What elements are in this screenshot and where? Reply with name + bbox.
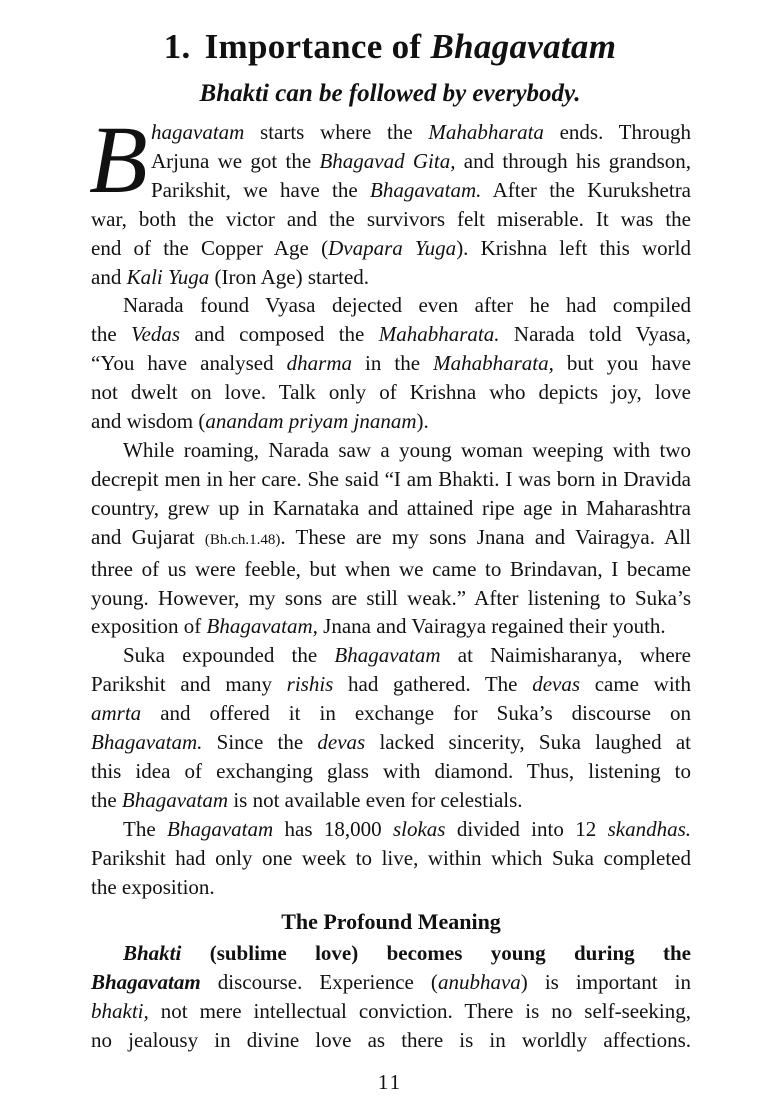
text-run: and [91,264,127,289]
text-line [91,844,691,873]
text-line [91,728,691,757]
text-run: rishis [286,672,334,697]
text-run: (sublime love) becomes young during the [181,941,691,966]
text-run: and Gujarat [91,524,205,549]
text-run: slokas [392,816,446,841]
text-run: “You have analysed [91,351,287,376]
text-run: Suka expounded the [123,643,335,668]
text-run: Dvapara Yuga [328,235,457,260]
text-run: amrta [91,701,142,726]
text-run: Bhagavatam [167,816,274,841]
text-line [91,320,691,349]
text-line [91,555,691,584]
text-line [91,523,691,555]
text-run: ). Krishna left this world [456,235,691,260]
chapter-title-emphasis: Bhagavatam [430,27,617,66]
text-run: Parikshit had only one week to live, within which Suka completed [91,845,691,870]
text-line [91,234,691,263]
text-run: and wisdom ( [91,409,206,434]
text-line [91,641,691,670]
text-run: skandhas. [607,816,691,841]
section-paragraph [91,939,691,1055]
text-line [91,407,691,436]
text-line [91,205,691,234]
text-run: Vedas [131,322,181,347]
text-run: The [123,816,168,841]
text-run: Bhakti [123,941,182,966]
text-run: the exposition. [91,874,215,899]
text-run: came with [580,672,691,697]
text-run: Bhagavatam [121,787,229,812]
text-run: discourse. Experience ( [200,970,438,995]
text-line [91,873,691,902]
text-run: Parikshit and many [91,672,287,697]
drop-cap: B [89,106,148,213]
chapter-title-prefix: Importance of [204,27,422,66]
text-run: the [91,322,132,347]
text-run: has 18,000 [273,816,393,841]
page-number: 11 [377,1070,403,1094]
paragraph [89,106,692,291]
text-run: hagavatam [151,120,245,144]
chapter-body [89,106,692,1055]
text-run: Parikshit, we have the [151,177,371,202]
text-line [91,147,691,176]
text-run: anubhava [437,970,521,995]
text-run: and through his grandson, [455,148,691,173]
text-run: not dwelt on love. Talk only of Krishna who depicts joy, love [91,380,691,405]
text-run: ends. Through [543,120,691,144]
text-run: Bhagavatam [91,970,201,995]
text-run: country, grew up in Karnataka and attained ripe age in Maharashtra [91,495,691,520]
chapter-subtitle: Bhakti can be followed by everybody. [199,80,581,107]
text-run: Bhagavad Gita, [319,148,456,173]
text-run: had gathered. The [333,672,533,697]
text-run: Narada told Vyasa, [499,322,692,347]
text-line [91,786,691,815]
text-line [91,118,691,147]
text-line [91,349,691,378]
text-run: no jealousy in divine love as there is in worldly affections. [91,1028,691,1053]
text-run: Arjuna we got the [151,148,320,173]
text-line [91,612,691,641]
text-run: Mahabharata, [433,351,554,376]
text-line [91,699,691,728]
text-run: Mahabharata. [378,322,500,347]
text-run: and offered it in exchange for Suka’s discourse on [141,701,691,726]
text-run: (Bh.ch.1.48) [204,531,281,548]
text-run: is not available even for celestials. [228,787,523,812]
text-run: Bhagavatam [334,643,441,668]
text-run: end of the Copper Age ( [91,235,329,260]
text-run: exposition of [91,614,207,639]
text-run: . These are my sons Jnana and Vairagya. All [280,524,691,549]
text-run: anandam priyam jnanam [205,409,417,434]
text-run: Bhagavatam. [370,177,482,202]
text-run: Narada found Vyasa dejected even after he had compiled [123,293,691,318]
text-line [91,757,691,786]
text-run: ) is important in [520,970,691,995]
text-run: While roaming, Narada saw a young woman weeping with two [123,437,691,462]
paragraph [91,436,691,641]
text-run: the [91,787,122,812]
text-run: bhakti, [91,999,149,1024]
text-run: war, both the victor and the survivors felt miserable. It was the [91,206,691,231]
text-line [91,494,691,523]
text-run: three of us were feeble, but when we came to Brindavan, I became [91,556,691,581]
text-run: After the Kurukshetra [481,177,692,202]
text-run: in the [351,351,434,376]
text-run: young. However, my sons are still weak.” After listening to Suka’s [91,585,691,610]
text-run: and composed the [180,322,379,347]
text-line [91,997,691,1026]
text-line [91,584,691,613]
text-run: dharma [286,351,352,376]
text-run: decrepit men in her care. She said “I am Bhakti. I was born in Dravida [91,466,691,491]
text-line [91,436,691,465]
text-run: but you have [553,351,691,376]
text-run: Mahabharata [428,120,544,144]
text-line [91,968,691,997]
text-run: ). [416,409,429,434]
text-run: not mere intellectual conviction. There is no self-seeking, [148,999,691,1024]
paragraph [91,641,691,814]
text-line [91,176,691,205]
text-run: Since the [202,730,318,755]
text-run: Bhagavatam. [91,730,203,755]
text-run: devas [532,672,581,697]
paragraph [91,291,691,436]
chapter-number: 1. [163,27,191,66]
text-run: this idea of exchanging glass with diamond. Thus, listening to [91,758,691,783]
text-line [91,939,691,968]
text-run: Bhagavatam, [206,614,318,639]
text-run: divided into 12 [445,816,608,841]
section-heading: The Profound Meaning [281,909,501,935]
text-run: lacked sincerity, Suka laughed at [365,730,692,755]
text-run: Kali Yuga [126,264,210,289]
text-line [91,815,691,844]
paragraph [91,815,691,902]
text-line [91,1026,691,1055]
text-run: at Naimisharanya, where [440,643,691,668]
text-line [91,291,691,320]
chapter-title [0,26,780,68]
text-run: Jnana and Vairagya regained their youth. [317,614,666,639]
text-line [91,465,691,494]
text-run: devas [317,730,366,755]
text-line [91,670,691,699]
text-line [91,378,691,407]
text-line [91,263,691,292]
text-run: (Iron Age) started. [209,264,370,289]
text-run: starts where the [244,120,429,144]
